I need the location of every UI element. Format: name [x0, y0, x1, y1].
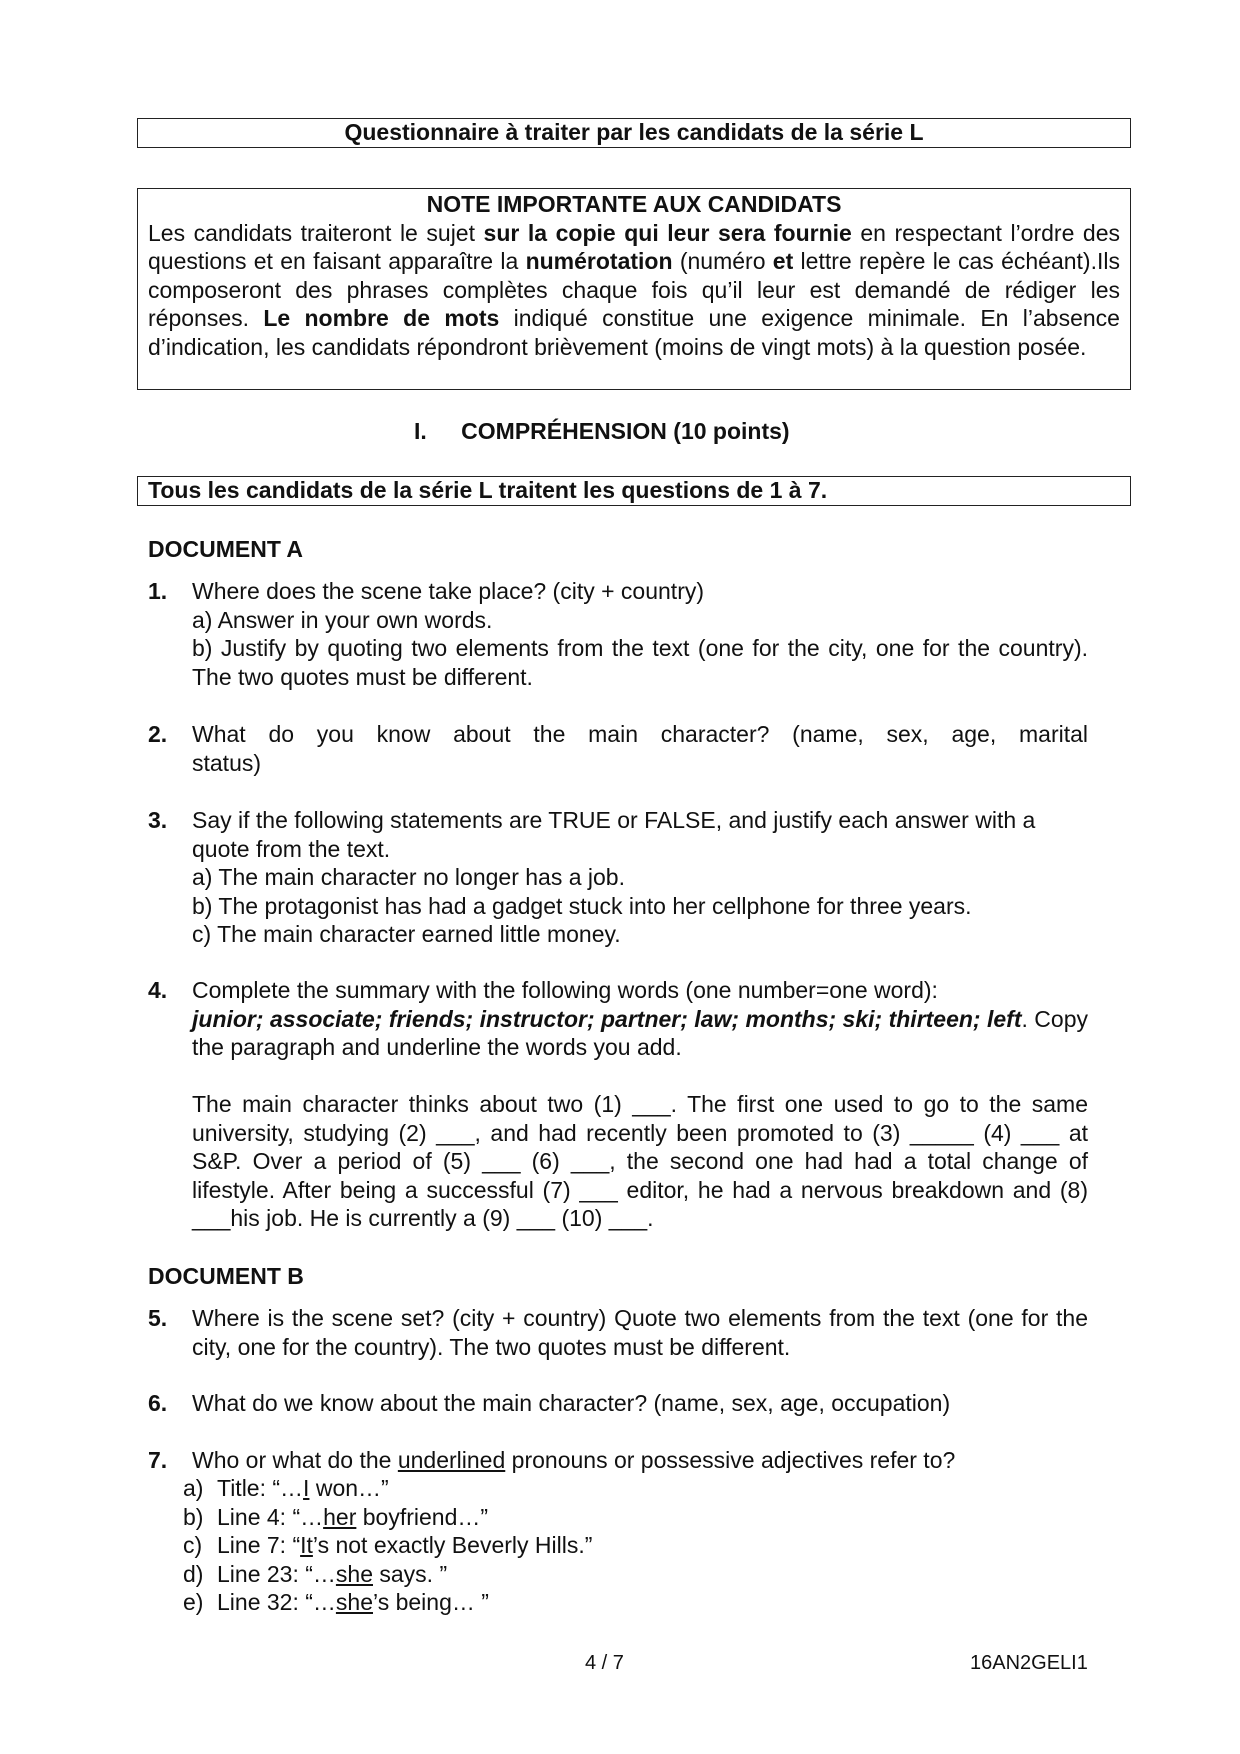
- question-6: What do we know about the main character? (name, sex, age, occupation): [192, 1390, 951, 1416]
- question-1: Where does the scene take place? (city + country) a) Answer in your own words. b) Justify by quoting two elements from the text (one for the city, one for the country). The two quotes must be different.: [192, 578, 1088, 690]
- instruction-box: [137, 476, 1131, 506]
- important-note-box: [137, 188, 1131, 390]
- question-4-number: 4.: [148, 977, 168, 1003]
- question-7-number: 7.: [148, 1447, 168, 1473]
- question-7-items: [183, 1474, 592, 1617]
- question-4: Complete the summary with the following words (one number=one word): junior; associate; friends; instructor; partner; law; months; ski; thirteen; left. Copy the paragraph and underline the words you add. The main character thinks about two (1) ___. The first one used to go to the same university, studying (2) ___, and had recently been promoted to (3) _____ (4) ___ at S&P. Over a period of (5) ___ (6) ___, the second one had had a total change of lifestyle. After being a successful (7) ___ editor, he had a nervous breakdown and (8) ___his job. He is currently a (9) ___ (10) ___.: [192, 977, 1088, 1231]
- question-3: Say if the following statements are TRUE or FALSE, and justify each answer with a quote from the text. a) The main character no longer has a job. b) The protagonist has had a gadget stuck into her cellphone for three years. c) The main character earned little money.: [192, 807, 1036, 947]
- summary-paragraph: The main character thinks about two (1) ___. The first one used to go to the same university, studying (2) ___, and had recently been promoted to (3) _____ (4) ___ at S&P. Over a period of (5) ___ (6) ___, the second one had had a total change of lifestyle. After being a successful (7) ___ editor, he had a nervous breakdown and (8) ___his job. He is currently a (9) ___ (10) ___.: [192, 1091, 1088, 1231]
- question-2-number: 2.: [148, 721, 168, 747]
- list-item: d) Line 23: “…she says. ”: [183, 1560, 448, 1587]
- section-number: I.: [414, 418, 427, 444]
- series-header-box: [137, 118, 1131, 148]
- series-header-text: Questionnaire à traiter par les candidats de la série L: [344, 119, 924, 145]
- document-b-heading: DOCUMENT B: [148, 1263, 304, 1289]
- note-title: NOTE IMPORTANTE AUX CANDIDATS: [426, 191, 842, 217]
- question-5: Where is the scene set? (city + country) Quote two elements from the text (one for the city, one for the country). The two quotes must be different.: [192, 1305, 1088, 1360]
- question-3-number: 3.: [148, 807, 168, 833]
- instruction-text: Tous les candidats de la série L traitent les questions de 1 à 7.: [148, 477, 828, 503]
- document-code: 16AN2GELI1: [970, 1652, 1088, 1674]
- section-title: [414, 418, 790, 445]
- word-list: junior; associate; friends; instructor; partner; law; months; ski; thirteen; left: [192, 1005, 1022, 1032]
- question-1-number: 1.: [148, 578, 168, 604]
- list-item: e) Line 32: “…she’s being… ”: [183, 1589, 489, 1615]
- list-item: c) Line 7: “It’s not exactly Beverly Hills.”: [183, 1532, 593, 1558]
- question-7: Who or what do the underlined pronouns or possessive adjectives refer to?: [192, 1447, 956, 1473]
- question-2: What do you know about the main character? (name, sex, age, marital status): [192, 721, 1088, 776]
- page-number: 4 / 7: [585, 1652, 624, 1674]
- question-5-number: 5.: [148, 1305, 168, 1331]
- document-a-heading: DOCUMENT A: [148, 536, 304, 562]
- list-item: b) Line 4: “…her boyfriend…”: [183, 1503, 489, 1530]
- question-6-number: 6.: [148, 1390, 168, 1416]
- list-item: a) Title: “…I won…”: [183, 1475, 389, 1501]
- section-label: COMPRÉHENSION (10 points): [461, 418, 790, 444]
- note-text: Les candidats traiteront le sujet sur la copie qui leur sera fournie en respectant l’ordre des questions et en faisant apparaître la numérotation (numéro et lettre repère le cas échéant).Ils composeront des phrases complètes chaque fois qu’il leur est demandé de rédiger les réponses. Le nombre de mots indiqué constitue une exigence minimale. En l’absence d’indication, les candidats répondront brièvement (moins de vingt mots) à la question posée.: [148, 219, 1120, 360]
